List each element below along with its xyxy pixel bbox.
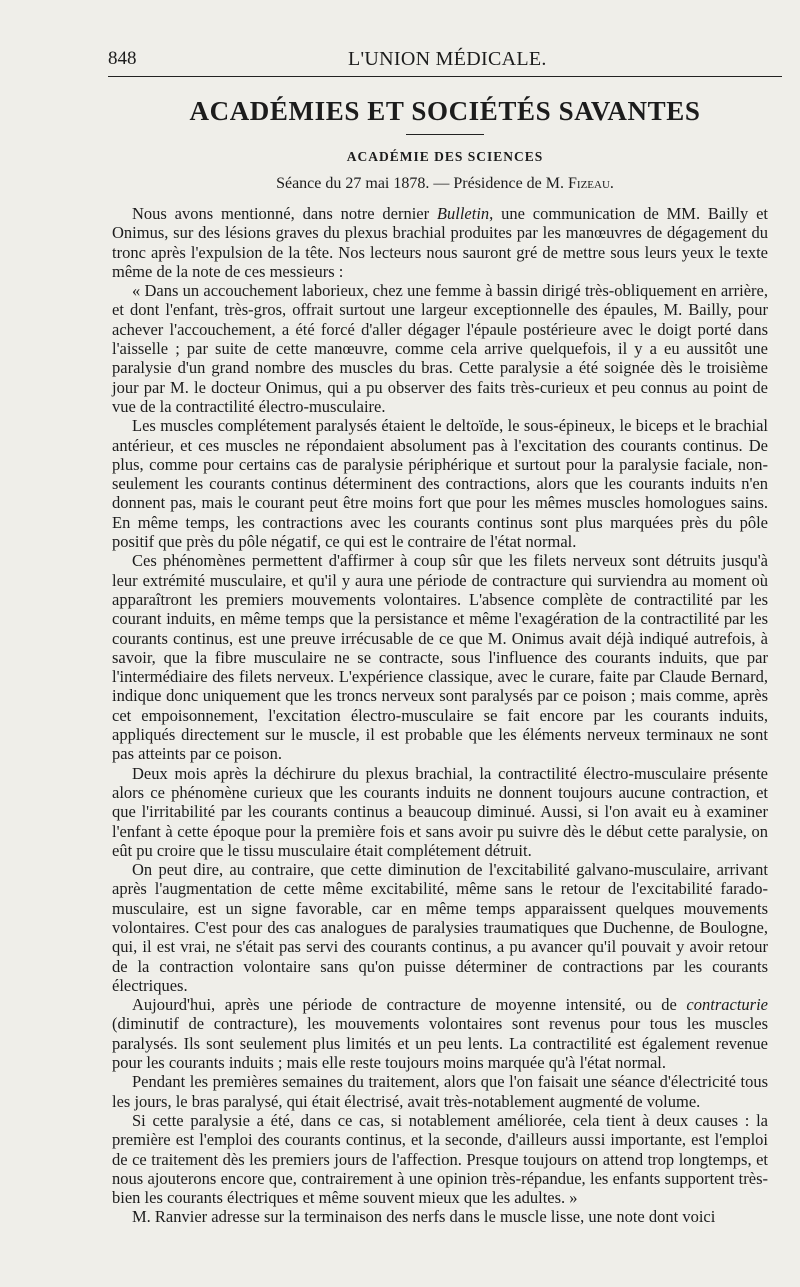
paragraph-3: Les muscles complétement paralysés étaient le deltoïde, le sous-épineux, le biceps et le brachial antérieur, et ces muscles ne répondaient absolument pas à l'excitation des courants continus. De plus, comme pour certains cas de paralysie périphérique et surtout pour la paralysie faciale, non-seulement les courants continus déterminent des contractions, alors que les courants induits n'en donnent pas, mais le courant peut être moins fort que pour les mêmes muscles homologues sains. En même temps, les contractions avec les courants continus sont plus marquées près du pôle positif que près du pôle négatif, ce qui est le contraire de l'état normal. (112, 416, 768, 552)
paragraph-1-text-a: Nous avons mentionné, dans notre dernier (132, 204, 437, 223)
paragraph-6: On peut dire, au contraire, que cette diminution de l'excitabilité galvano-musculaire, arrivant après l'augmentation de cette même excitabilité, même sans le retour de l'excitabilité farado-musculaire, est un signe favorable, car en même temps apparaissent quelques mouvements volontaires. C'est pour des cas analogues de paralysies traumatiques que Duchenne, de Boulogne, qui, il est vrai, ne s'était pas servi des courants continus, a pu avancer qu'il pouvait y avoir retour de la contraction volontaire sans qu'on puisse déterminer de contractions par les courants électriques. (112, 860, 768, 995)
article-body (112, 204, 768, 1227)
paragraph-1-text-b: , une communication de MM. Bailly et Onimus, sur des lésions graves du plexus brachial produites par les manœuvres de dégagement du tronc après l'expulsion de la tête. Nos lecteurs nous sauront gré de mettre sous leurs yeux le texte même de la note de ces messieurs : (112, 204, 768, 281)
page-header (108, 44, 782, 74)
paragraph-2: « Dans un accouchement laborieux, chez une femme à bassin dirigé très-obliquement en arrière, et dont l'enfant, très-gros, offrait surtout une largeur exceptionnelle des épaules, M. Bailly, pour achever l'accouchement, a été forcé d'aller dégager l'épaule postérieure avec le doigt porté dans l'aisselle ; par suite de cette manœuvre, comme cela arrive quelquefois, il y a eu aussitôt une paralysie d'un grand nombre des muscles du bras. Cette paralysie a été soignée dès le troisième jour par M. le docteur Onimus, qui a pu observer des faits très-curieux et peu connus au point de vue de la contractilité électro-musculaire. (112, 281, 768, 416)
session-prefix: Séance du 27 mai 1878. — Présidence de M. (276, 175, 569, 192)
paragraph-10: M. Ranvier adresse sur la terminaison des nerfs dans le muscle lisse, une note dont voici (132, 1207, 716, 1227)
paragraph-7-text-b: (diminutif de contracture), les mouvements volontaires sont revenus pour tous les muscles paralysés. Ils sont seulement plus limités et un peu lents. La contractilité est également revenue pour les courants induits ; mais elle reste toujours moins marquée qu'à l'état normal. (112, 1014, 768, 1073)
running-title: L'UNION MÉDICALE. (348, 48, 547, 70)
paragraph-8: Pendant les premières semaines du traitement, alors que l'on faisait une séance d'électricité tous les jours, le bras paralysé, qui était électrisé, avait très-notablement augmenté de volume. (112, 1072, 768, 1111)
academy-heading: ACADÉMIE DES SCIENCES (346, 149, 544, 164)
page-number: 848 (108, 48, 137, 69)
paragraph-7-text-a: Aujourd'hui, après une période de contracture de moyenne intensité, ou de (132, 995, 687, 1015)
paragraph-5: Deux mois après la déchirure du plexus brachial, la contractilité électro-musculaire présente alors ce phénomène curieux que les courants induits ne donnent toujours aucune contraction, et que l'irritabilité par les courants continus a beaucoup diminué. Aussi, si l'on avait eu à examiner l'enfant à cette époque pour la première fois et sans avoir pu suivre dès le début cette paralysie, on eût pu croire que le tissu musculaire était complétement détruit. (112, 763, 768, 860)
title-divider (406, 134, 484, 135)
paragraph-1 (112, 204, 768, 281)
paragraph-7-italic: contracturie (686, 995, 768, 1015)
header-rule (108, 76, 782, 77)
paragraph-9: Si cette paralysie a été, dans ce cas, si notablement améliorée, cela tient à deux causes : la première est l'emploi des courants continus, et la seconde, d'ailleurs aussi importante, est l'emploi de ce traitement dès les premiers jours de l'affection. Presque toujours on attend trop longtemps, et nous ajouterons encore que, contrairement à une opinion très-répandue, les enfants supportent très-bien les courants électriques et même souvent mieux que les adultes. » (112, 1110, 768, 1208)
session-president: Fizeau. (568, 175, 614, 192)
session-line (108, 175, 782, 193)
paragraph-4: Ces phénomènes permettent d'affirmer à coup sûr que les filets nerveux sont détruits jusqu'à leur extrémité musculaire, et qu'il y aura une période de contracture qui surviendra au moment où apparaîtront les premiers mouvements volontaires. L'absence complète de contractilité par les courant induits, en même temps que la persistance et même l'exagération de la contractilité par les courants continus, est une preuve irrécusable de ce que M. Onimus avait déjà indiqué autrefois, à savoir, que la fibre musculaire ne se contracte, sous l'influence des courants induits, que par l'intermédiaire des filets nerveux. L'expérience classique, avec le curare, faite par Claude Bernard, indique donc uniquement que les troncs nerveux sont paralysés par ce poison ; mais comme, après cet empoisonnement, l'excitation électro-musculaire se fait encore par les courants induits, appliqués directement sur le muscle, il est probable que les éléments nerveux terminaux ne sont pas atteints par ce poison. (112, 551, 768, 764)
section-title: ACADÉMIES ET SOCIÉTÉS SAVANTES (189, 96, 701, 126)
paragraph-1-italic: Bulletin (436, 204, 490, 223)
paragraph-7 (112, 995, 768, 1072)
